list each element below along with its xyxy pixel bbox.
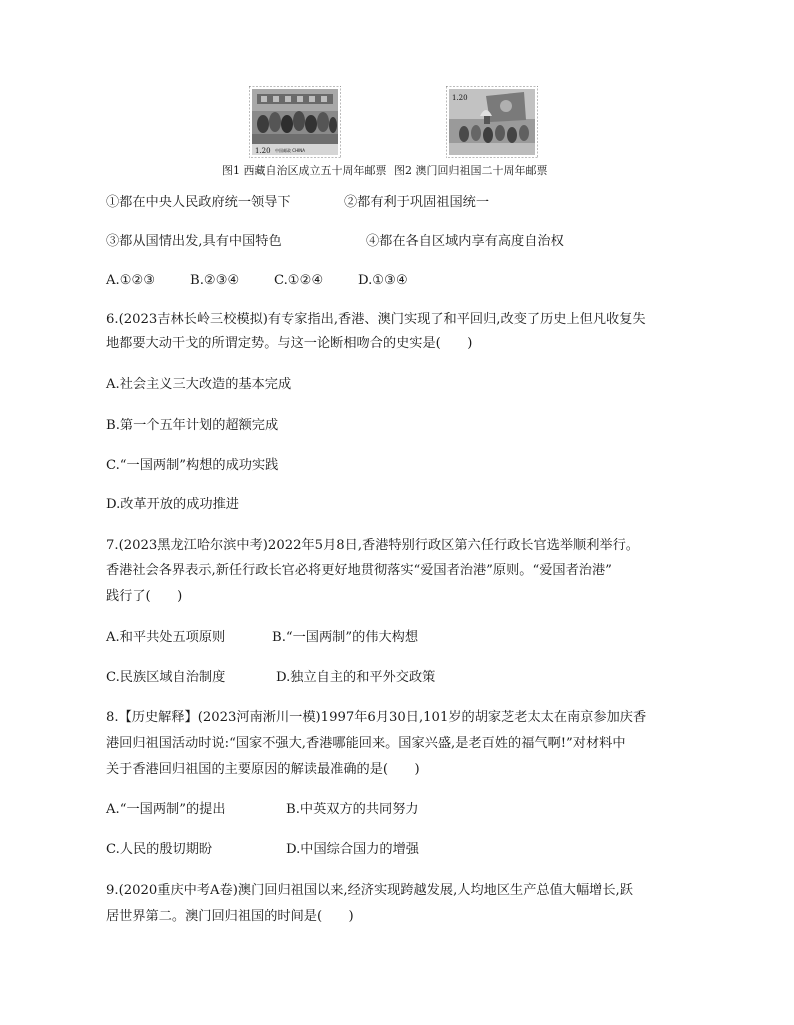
q6-option-c: C.“一国两制”构想的成功实践 [106, 458, 279, 473]
q8-option-a: A.“一国两制”的提出 [106, 802, 226, 817]
tibet-stamp-country: 中国邮政 CHINA [275, 148, 305, 153]
q5-statement-3: ③都从国情出发,具有中国特色 [106, 234, 282, 249]
tibet-stamp-denomination: 1.20 [255, 147, 271, 155]
q5-option-d: D.①③④ [358, 273, 408, 288]
stamp-captions [222, 162, 582, 178]
q6-option-a: A.社会主义三大改造的基本完成 [106, 377, 292, 392]
q5-statement-2: ②都有利于巩固祖国统一 [344, 195, 490, 210]
caption-figure-2: 图2 澳门回归祖国二十周年邮票 [394, 164, 548, 177]
macau-stamp-image [446, 86, 538, 158]
q9-stem-line-2: 居世界第二。澳门回归祖国的时间是( ) [106, 909, 354, 924]
q7-option-d: D.独立自主的和平外交政策 [276, 670, 436, 685]
q9-stem-line-1: 9.(2020重庆中考A卷)澳门回归祖国以来,经济实现跨越发展,人均地区生产总值大幅增长,跃 [106, 883, 633, 898]
q8-stem-line-3: 关于香港回归祖国的主要原因的解读最准确的是( ) [106, 762, 420, 777]
macau-stamp-denomination: 1.20 [452, 94, 468, 102]
q7-option-c: C.民族区域自治制度 [106, 670, 226, 685]
tibet-stamp-graphic [249, 86, 341, 158]
q7-option-b: B.“一国两制”的伟大构想 [272, 630, 419, 645]
q6-stem-line-2: 地都要大动干戈的所谓定势。与这一论断相吻合的史实是( ) [106, 336, 473, 351]
q8-stem-line-1: 8.【历史解释】(2023河南淅川一模)1997年6月30日,101岁的胡家芝老太太在南京参加庆香 [106, 710, 647, 725]
q8-option-d: D.中国综合国力的增强 [286, 842, 419, 857]
q6-stem-line-1: 6.(2023吉林长岭三校模拟)有专家指出,香港、澳门实现了和平回归,改变了历史上但凡收复失 [106, 312, 646, 327]
q5-statement-1: ①都在中央人民政府统一领导下 [106, 195, 291, 210]
macau-stamp-graphic [446, 86, 538, 158]
q7-stem-line-1: 7.(2023黑龙江哈尔滨中考)2022年5月8日,香港特别行政区第六任行政长官选举顺利举行。 [106, 538, 639, 553]
tibet-stamp-image [249, 86, 341, 158]
caption-figure-1: 图1 西藏自治区成立五十周年邮票 [222, 164, 387, 177]
q6-option-b: B.第一个五年计划的超额完成 [106, 418, 279, 433]
q7-option-a: A.和平共处五项原则 [106, 630, 226, 645]
q8-stem-line-2: 港回归祖国活动时说:“国家不强大,香港哪能回来。国家兴盛,是老百姓的福气啊!”对材料中 [106, 736, 626, 751]
q7-stem-line-2: 香港社会各界表示,新任行政长官必将更好地贯彻落实“爱国者治港”原则。“爱国者治港” [106, 563, 612, 578]
q5-option-a: A.①②③ [106, 273, 156, 288]
q8-option-b: B.中英双方的共同努力 [286, 802, 419, 817]
q5-option-c: C.①②④ [274, 273, 324, 288]
q8-option-c: C.人民的殷切期盼 [106, 842, 213, 857]
q7-stem-line-3: 践行了( ) [106, 589, 183, 604]
q5-statement-4: ④都在各自区域内享有高度自治权 [366, 234, 564, 249]
q6-option-d: D.改革开放的成功推进 [106, 497, 239, 512]
stamp-figures [0, 86, 794, 158]
q5-option-b: B.②③④ [190, 273, 240, 288]
